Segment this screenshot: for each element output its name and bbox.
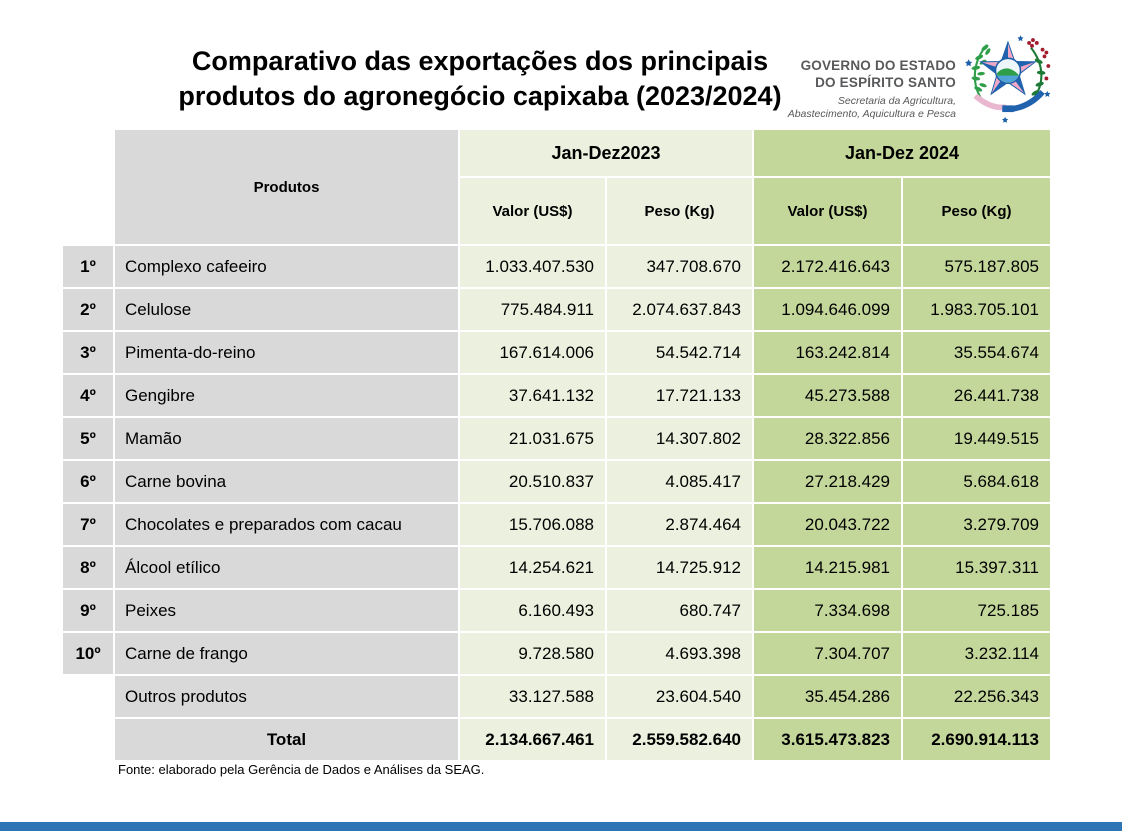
value-cell: 163.242.814 bbox=[754, 332, 901, 373]
value-cell: 23.604.540 bbox=[607, 676, 752, 717]
gov-name-line2: DO ESPÍRITO SANTO bbox=[815, 74, 956, 90]
value-cell: 2.874.464 bbox=[607, 504, 752, 545]
table-row bbox=[63, 418, 1050, 459]
product-cell: Outros produtos bbox=[115, 676, 458, 717]
rank-cell: 6º bbox=[63, 461, 113, 502]
rank-cell: 7º bbox=[63, 504, 113, 545]
table-row bbox=[63, 590, 1050, 631]
total-value-cell: 3.615.473.823 bbox=[754, 719, 901, 760]
rank-cell: 5º bbox=[63, 418, 113, 459]
value-cell: 9.728.580 bbox=[460, 633, 605, 674]
state-emblem-icon bbox=[960, 32, 1056, 124]
value-cell: 17.721.133 bbox=[607, 375, 752, 416]
source-note: Fonte: elaborado pela Gerência de Dados e Análises da SEAG. bbox=[118, 762, 485, 777]
value-cell: 2.172.416.643 bbox=[754, 246, 901, 287]
weight-2024-header: Peso (Kg) bbox=[903, 178, 1050, 244]
rank-header-cell bbox=[63, 130, 113, 176]
table-row bbox=[63, 332, 1050, 373]
government-logo bbox=[788, 32, 1056, 124]
products-column-header: Produtos bbox=[115, 130, 458, 244]
product-cell: Complexo cafeeiro bbox=[115, 246, 458, 287]
value-cell: 5.684.618 bbox=[903, 461, 1050, 502]
value-cell: 27.218.429 bbox=[754, 461, 901, 502]
value-cell: 14.215.981 bbox=[754, 547, 901, 588]
value-cell: 33.127.588 bbox=[460, 676, 605, 717]
rank-cell: 8º bbox=[63, 547, 113, 588]
value-cell: 28.322.856 bbox=[754, 418, 901, 459]
product-cell: Pimenta-do-reino bbox=[115, 332, 458, 373]
secretariat-line1: Secretaria da Agricultura, bbox=[837, 94, 956, 107]
table-row bbox=[63, 633, 1050, 674]
value-cell: 1.094.646.099 bbox=[754, 289, 901, 330]
table-row bbox=[63, 676, 1050, 717]
value-cell: 35.454.286 bbox=[754, 676, 901, 717]
rank-cell bbox=[63, 676, 113, 717]
value-cell: 14.307.802 bbox=[607, 418, 752, 459]
table-group-header-row bbox=[63, 130, 1050, 176]
value-2023-header: Valor (US$) bbox=[460, 178, 605, 244]
value-2024-header: Valor (US$) bbox=[754, 178, 901, 244]
page-title-line2: produtos do agronegócio capixaba (2023/2024) bbox=[178, 80, 782, 111]
page-title-line1: Comparativo das exportações dos principais bbox=[191, 46, 769, 76]
value-cell: 20.510.837 bbox=[460, 461, 605, 502]
product-cell: Chocolates e preparados com cacau bbox=[115, 504, 458, 545]
value-cell: 680.747 bbox=[607, 590, 752, 631]
value-cell: 21.031.675 bbox=[460, 418, 605, 459]
value-cell: 7.334.698 bbox=[754, 590, 901, 631]
value-cell: 45.273.588 bbox=[754, 375, 901, 416]
value-cell: 4.693.398 bbox=[607, 633, 752, 674]
product-cell: Mamão bbox=[115, 418, 458, 459]
rank-cell: 10º bbox=[63, 633, 113, 674]
value-cell: 6.160.493 bbox=[460, 590, 605, 631]
value-cell: 14.725.912 bbox=[607, 547, 752, 588]
rank-cell: 4º bbox=[63, 375, 113, 416]
weight-2023-header: Peso (Kg) bbox=[607, 178, 752, 244]
value-cell: 2.074.637.843 bbox=[607, 289, 752, 330]
value-cell: 35.554.674 bbox=[903, 332, 1050, 373]
product-cell: Gengibre bbox=[115, 375, 458, 416]
value-cell: 15.706.088 bbox=[460, 504, 605, 545]
total-value-cell: 2.690.914.113 bbox=[903, 719, 1050, 760]
rank-cell: 3º bbox=[63, 332, 113, 373]
value-cell: 167.614.006 bbox=[460, 332, 605, 373]
total-value-cell: 2.559.582.640 bbox=[607, 719, 752, 760]
value-cell: 1.033.407.530 bbox=[460, 246, 605, 287]
bottom-accent-bar bbox=[0, 822, 1122, 831]
value-cell: 1.983.705.101 bbox=[903, 289, 1050, 330]
exports-comparison-table bbox=[61, 128, 1052, 762]
table-row bbox=[63, 547, 1050, 588]
value-cell: 22.256.343 bbox=[903, 676, 1050, 717]
value-cell: 7.304.707 bbox=[754, 633, 901, 674]
value-cell: 3.232.114 bbox=[903, 633, 1050, 674]
value-cell: 26.441.738 bbox=[903, 375, 1050, 416]
value-cell: 19.449.515 bbox=[903, 418, 1050, 459]
period-2023-header: Jan-Dez2023 bbox=[460, 130, 752, 176]
value-cell: 37.641.132 bbox=[460, 375, 605, 416]
value-cell: 725.185 bbox=[903, 590, 1050, 631]
value-cell: 4.085.417 bbox=[607, 461, 752, 502]
table-row bbox=[63, 289, 1050, 330]
total-row bbox=[63, 719, 1050, 760]
product-cell: Carne de frango bbox=[115, 633, 458, 674]
rank-cell: 1º bbox=[63, 246, 113, 287]
gov-name-line1: GOVERNO DO ESTADO bbox=[800, 58, 956, 73]
value-cell: 575.187.805 bbox=[903, 246, 1050, 287]
value-cell: 3.279.709 bbox=[903, 504, 1050, 545]
table-row bbox=[63, 246, 1050, 287]
page-title bbox=[100, 44, 860, 113]
table-row bbox=[63, 504, 1050, 545]
value-cell: 54.542.714 bbox=[607, 332, 752, 373]
total-value-cell: 2.134.667.461 bbox=[460, 719, 605, 760]
government-logo-text bbox=[788, 58, 956, 122]
product-cell: Álcool etílico bbox=[115, 547, 458, 588]
value-cell: 14.254.621 bbox=[460, 547, 605, 588]
period-2024-header: Jan-Dez 2024 bbox=[754, 130, 1050, 176]
rank-cell: 9º bbox=[63, 590, 113, 631]
value-cell: 15.397.311 bbox=[903, 547, 1050, 588]
value-cell: 347.708.670 bbox=[607, 246, 752, 287]
total-label-cell: Total bbox=[115, 719, 458, 760]
product-cell: Peixes bbox=[115, 590, 458, 631]
value-cell: 20.043.722 bbox=[754, 504, 901, 545]
table-row bbox=[63, 375, 1050, 416]
product-cell: Celulose bbox=[115, 289, 458, 330]
table-row bbox=[63, 461, 1050, 502]
secretariat-line2: Abastecimento, Aquicultura e Pesca bbox=[787, 108, 956, 121]
product-cell: Carne bovina bbox=[115, 461, 458, 502]
rank-cell: 2º bbox=[63, 289, 113, 330]
value-cell: 775.484.911 bbox=[460, 289, 605, 330]
table-body bbox=[63, 130, 1050, 760]
